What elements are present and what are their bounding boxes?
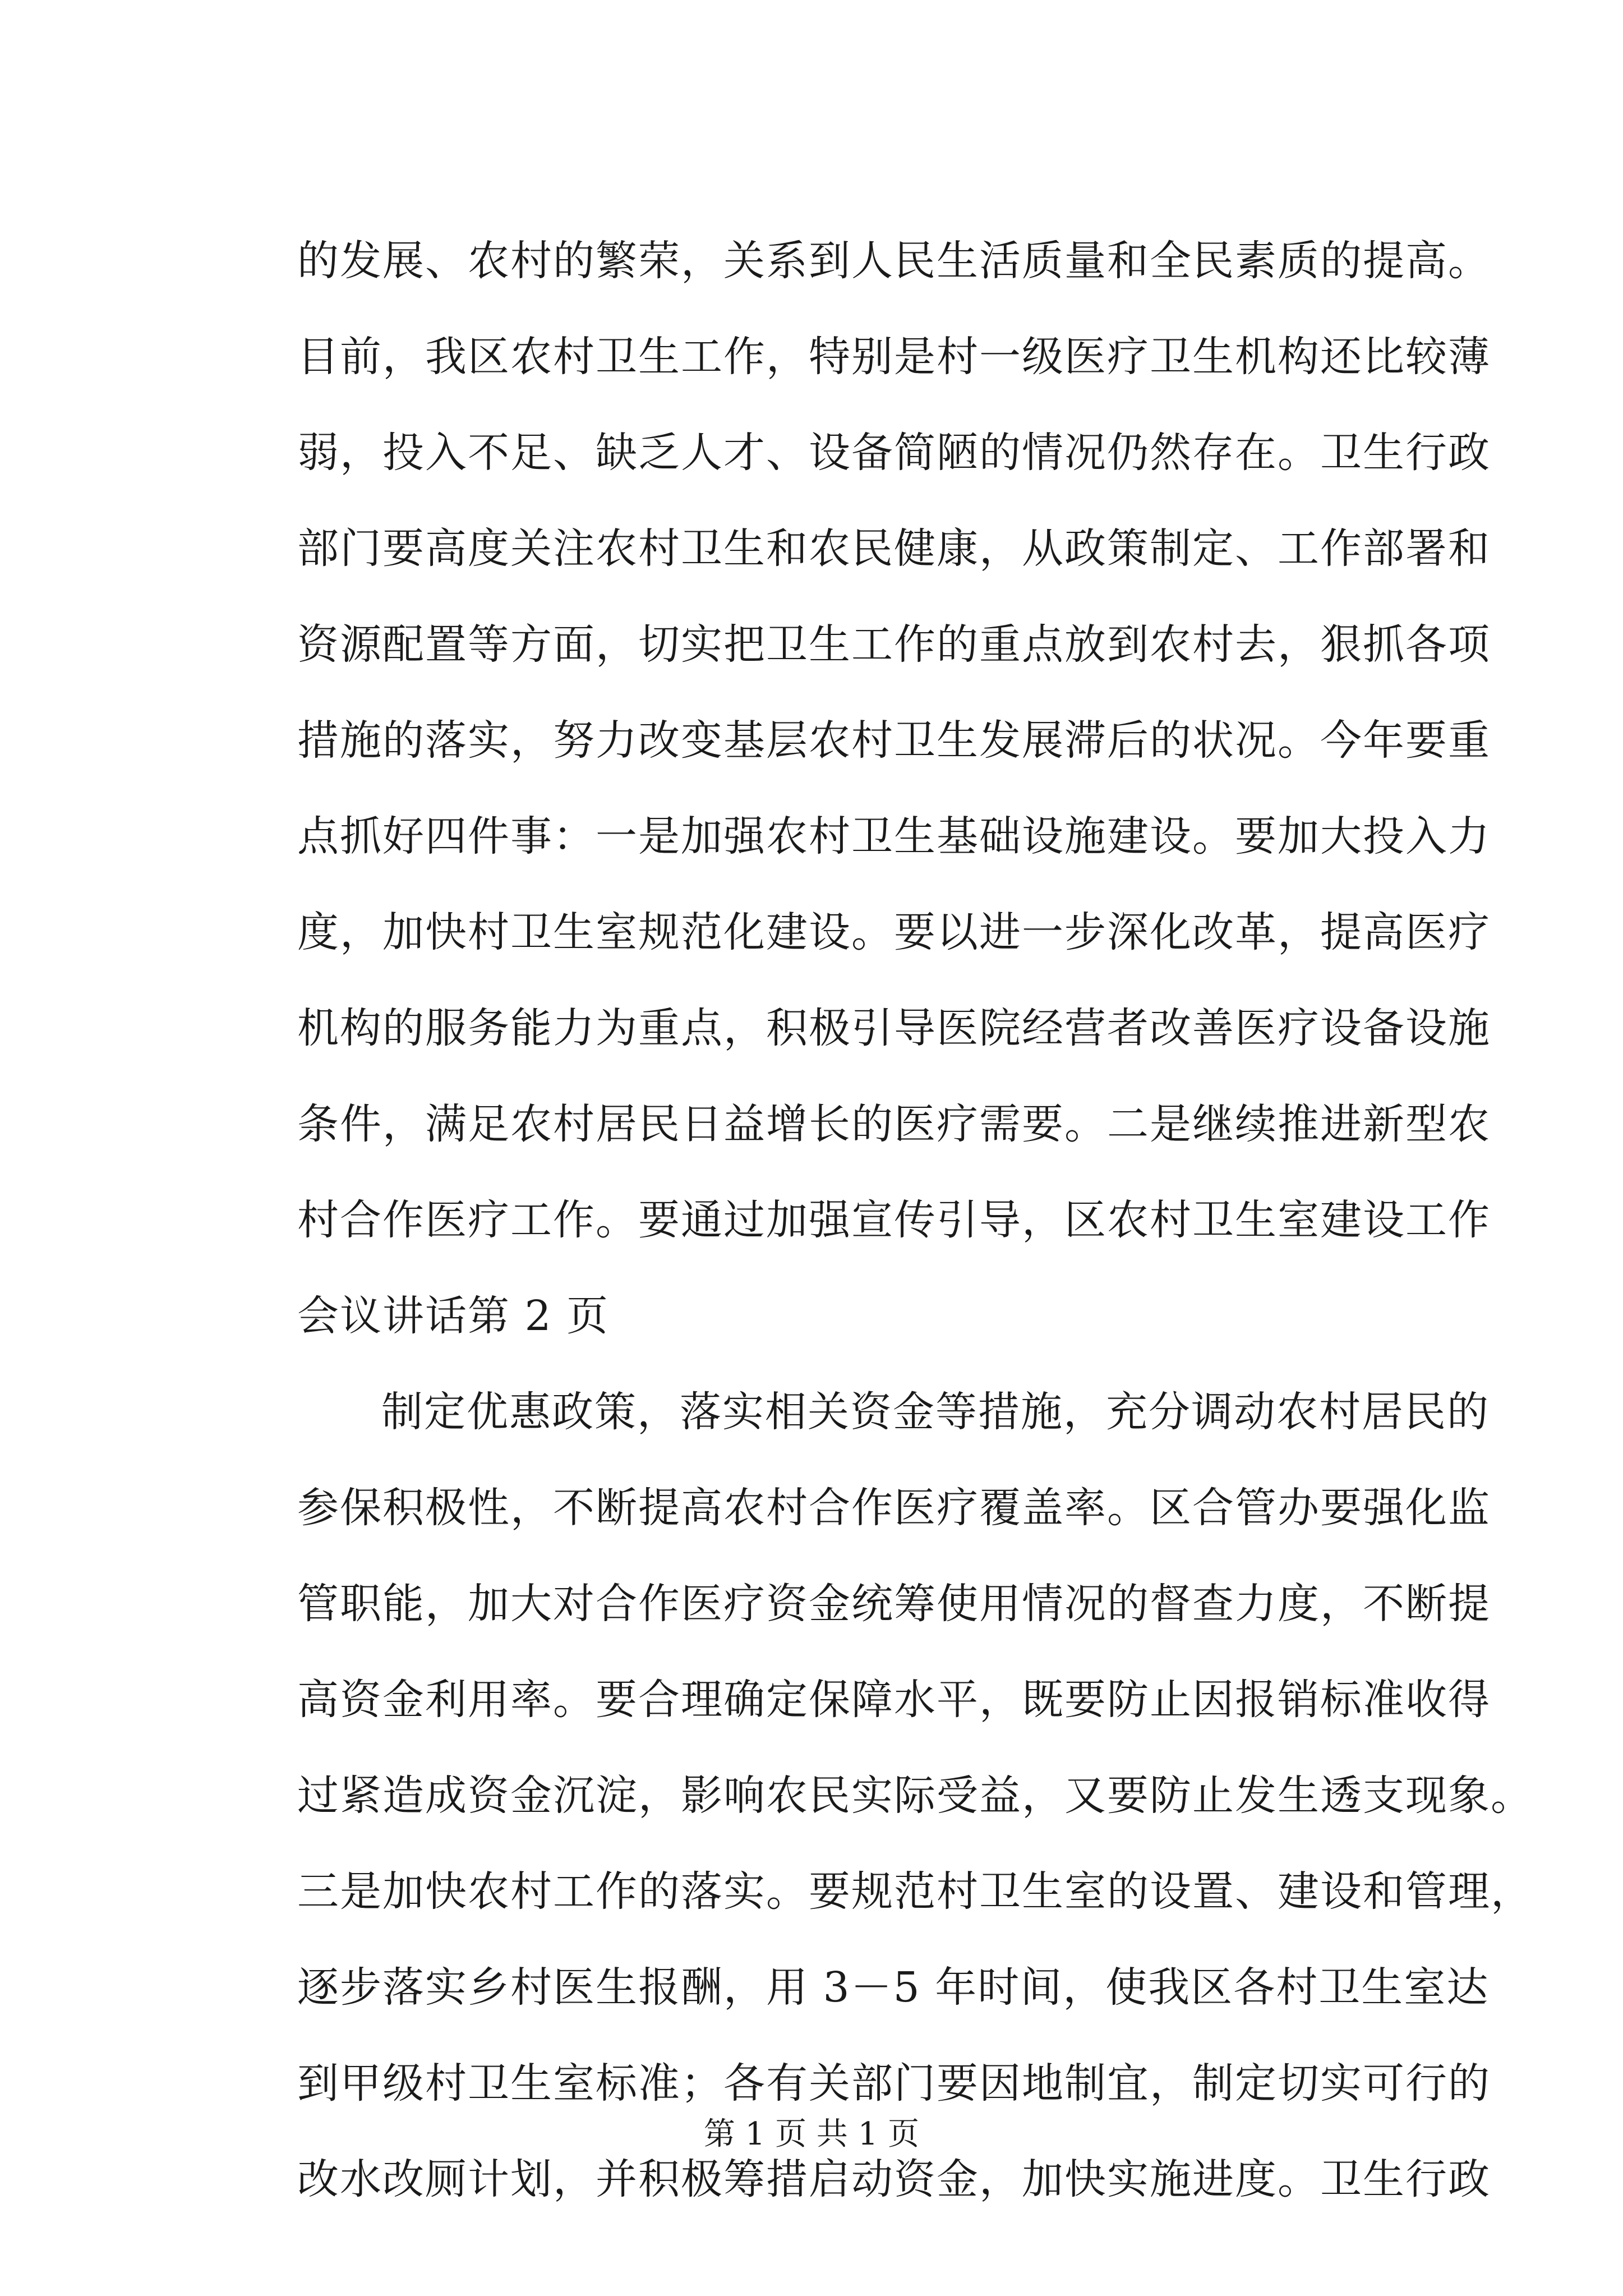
- text-line: 点抓好四件事：一是加强农村卫生基础设施建设。要加大投入力: [297, 812, 1491, 861]
- body-text: [297, 213, 1533, 2228]
- text-line: 三是加快农村工作的落实。要规范村卫生室的设置、建设和管理，: [297, 1867, 1533, 1916]
- text-line: 村合作医疗工作。要通过加强宣传引导，区农村卫生室建设工作: [297, 1196, 1491, 1244]
- text-line: 过紧造成资金沉淀，影响农民实际受益，又要防止发生透支现象。: [297, 1772, 1533, 1820]
- text-line: 到甲级村卫生室标准；各有关部门要因地制宜，制定切实可行的: [297, 2059, 1491, 2108]
- text-line: 的发展、农村的繁荣，关系到人民生活质量和全民素质的提高。: [297, 237, 1491, 285]
- text-line: 条件，满足农村居民日益增长的医疗需要。二是继续推进新型农: [297, 1100, 1491, 1148]
- text-line: 高资金利用率。要合理确定保障水平，既要防止因报销标准收得: [297, 1676, 1491, 1724]
- text-line: 措施的落实，努力改变基层农村卫生发展滞后的状况。今年要重: [297, 716, 1491, 765]
- text-line: 目前，我区农村卫生工作，特别是村一级医疗卫生机构还比较薄: [297, 333, 1491, 381]
- text-line: 度，加快村卫生室规范化建设。要以进一步深化改革，提高医疗: [297, 908, 1491, 956]
- text-line: 逐步落实乡村医生报酬，用 3－5 年时间，使我区各村卫生室达: [297, 1963, 1490, 2012]
- text-line: 部门要高度关注农村卫生和农民健康，从政策制定、工作部署和: [297, 524, 1491, 573]
- text-line: 机构的服务能力为重点，积极引导医院经营者改善医疗设备设施: [297, 1004, 1491, 1052]
- text-line: 参保积极性，不断提高农村合作医疗覆盖率。区合管办要强化监: [297, 1484, 1491, 1532]
- text-line: 会议讲话第 2 页: [297, 1292, 610, 1340]
- text-line: 弱，投入不足、缺乏人才、设备简陋的情况仍然存在。卫生行政: [297, 429, 1491, 477]
- page-number-label: 第 1 页 共 1 页: [703, 2116, 920, 2152]
- text-line: 管职能，加大对合作医疗资金统筹使用情况的督查力度，不断提: [297, 1580, 1491, 1628]
- page-footer: [0, 2115, 1623, 2154]
- text-line: 资源配置等方面，切实把卫生工作的重点放到农村去，狠抓各项: [297, 620, 1491, 669]
- text-line: 改水改厕计划，并积极筹措启动资金，加快实施进度。卫生行政: [297, 2155, 1491, 2203]
- paragraph-first-line: 制定优惠政策，落实相关资金等措施，充分调动农村居民的: [381, 1388, 1490, 1436]
